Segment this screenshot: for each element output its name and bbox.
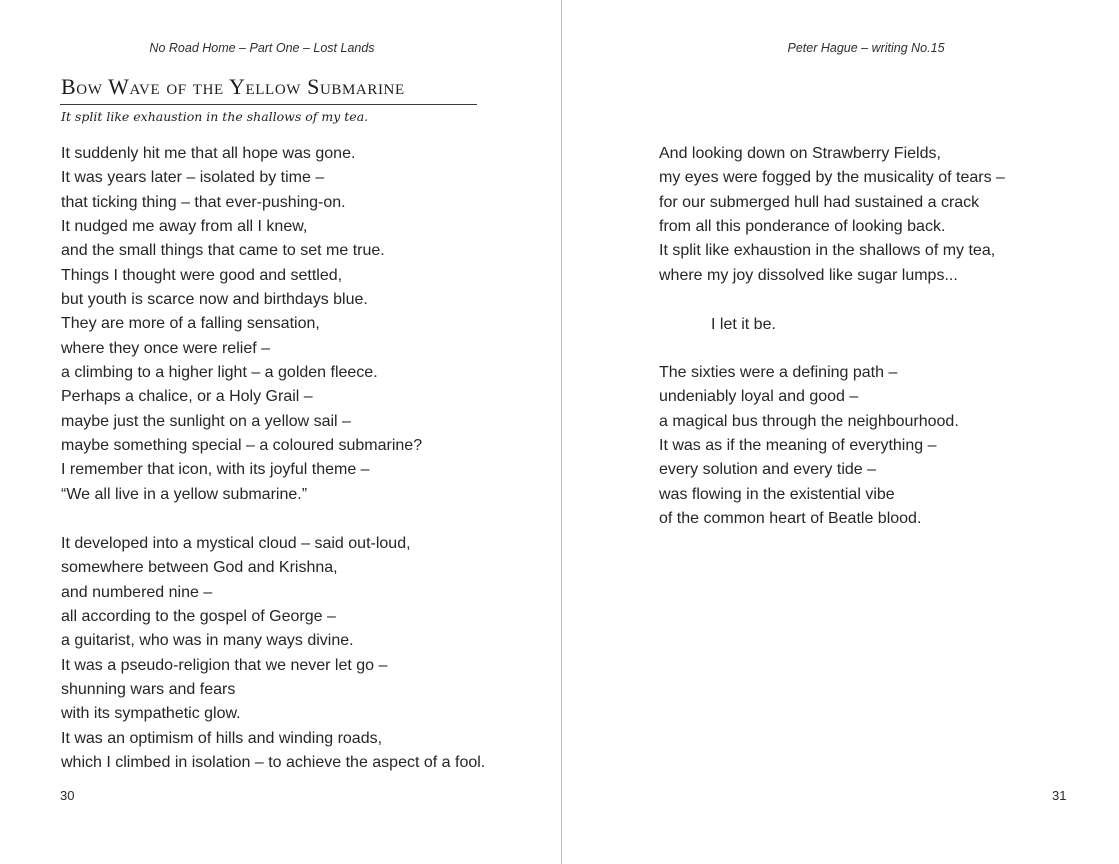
running-head-right: Peter Hague – writing No.15 (787, 41, 945, 55)
poem-line: maybe something special – a coloured submarine? (61, 437, 423, 455)
poem-line: They are more of a falling sensation, (61, 315, 320, 333)
poem-line: It was years later – isolated by time – (61, 169, 325, 187)
stanza-left-2 (61, 532, 485, 775)
poem-line: somewhere between God and Krishna, (61, 559, 338, 577)
poem-line: and numbered nine – (61, 583, 213, 601)
poem-line: every solution and every tide – (659, 461, 877, 479)
stanza-right-1 (659, 142, 1005, 288)
poem-line: of the common heart of Beatle blood. (659, 510, 922, 528)
right-page (562, 0, 1119, 864)
poem-line: my eyes were fogged by the musicality of tears – (659, 169, 1005, 187)
stanza-right-3 (659, 361, 959, 531)
poem-line: I remember that icon, with its joyful theme – (61, 461, 370, 479)
poem-line: It developed into a mystical cloud – said out-loud, (61, 535, 411, 552)
poem-line: It was as if the meaning of everything – (659, 437, 937, 455)
poem-line: The sixties were a defining path – (659, 364, 898, 381)
poem-line: where my joy dissolved like sugar lumps... (659, 266, 958, 284)
poem-line: a magical bus through the neighbourhood. (659, 412, 959, 430)
poem-line: And looking down on Strawberry Fields, (659, 145, 941, 162)
page-number-right: 31 (1052, 788, 1067, 803)
poem-line: a climbing to a higher light – a golden fleece. (61, 364, 378, 382)
poem-line: which I climbed in isolation – to achieve the aspect of a fool. (61, 754, 486, 772)
poem-line: shunning wars and fears (61, 681, 236, 699)
poem-line: It was a pseudo-religion that we never let go – (61, 656, 388, 674)
stanza-left-1 (61, 142, 422, 507)
poem-line: all according to the gospel of George – (61, 608, 336, 626)
poem-line: I let it be. (711, 316, 776, 333)
stanza-right-2 (711, 313, 776, 337)
poem-line: Things I thought were good and settled, (61, 266, 343, 284)
poem-line: It suddenly hit me that all hope was gone. (61, 145, 356, 162)
poem-line: maybe just the sunlight on a yellow sail – (61, 412, 351, 430)
poem-line: with its sympathetic glow. (61, 705, 241, 723)
poem-line: It split like exhaustion in the shallows of my tea, (659, 242, 996, 260)
page-number-left: 30 (60, 788, 75, 803)
poem-line: and the small things that came to set me true. (61, 242, 385, 260)
poem-line: but youth is scarce now and birthdays blue. (61, 291, 368, 309)
poem-title: Bow Wave of the Yellow Submarine (61, 74, 405, 99)
poem-epigraph: It split like exhaustion in the shallows of my tea. (61, 109, 369, 124)
poem-line: from all this ponderance of looking back. (659, 218, 946, 236)
poem-line: for our submerged hull had sustained a crack (659, 193, 980, 211)
running-head-left: No Road Home – Part One – Lost Lands (149, 41, 375, 55)
poem-line: It was an optimism of hills and winding roads, (61, 729, 383, 747)
poem-line: was flowing in the existential vibe (659, 485, 895, 503)
poem-line: where they once were relief – (61, 339, 270, 357)
poem-line: that ticking thing – that ever-pushing-on. (61, 193, 346, 211)
poem-line: Perhaps a chalice, or a Holy Grail – (61, 388, 313, 406)
poem-line: a guitarist, who was in many ways divine. (61, 632, 354, 650)
poem-line: It nudged me away from all I knew, (61, 218, 308, 236)
poem-line: undeniably loyal and good – (659, 388, 859, 406)
title-rule (60, 104, 477, 105)
poem-line: “We all live in a yellow submarine.” (61, 485, 308, 503)
